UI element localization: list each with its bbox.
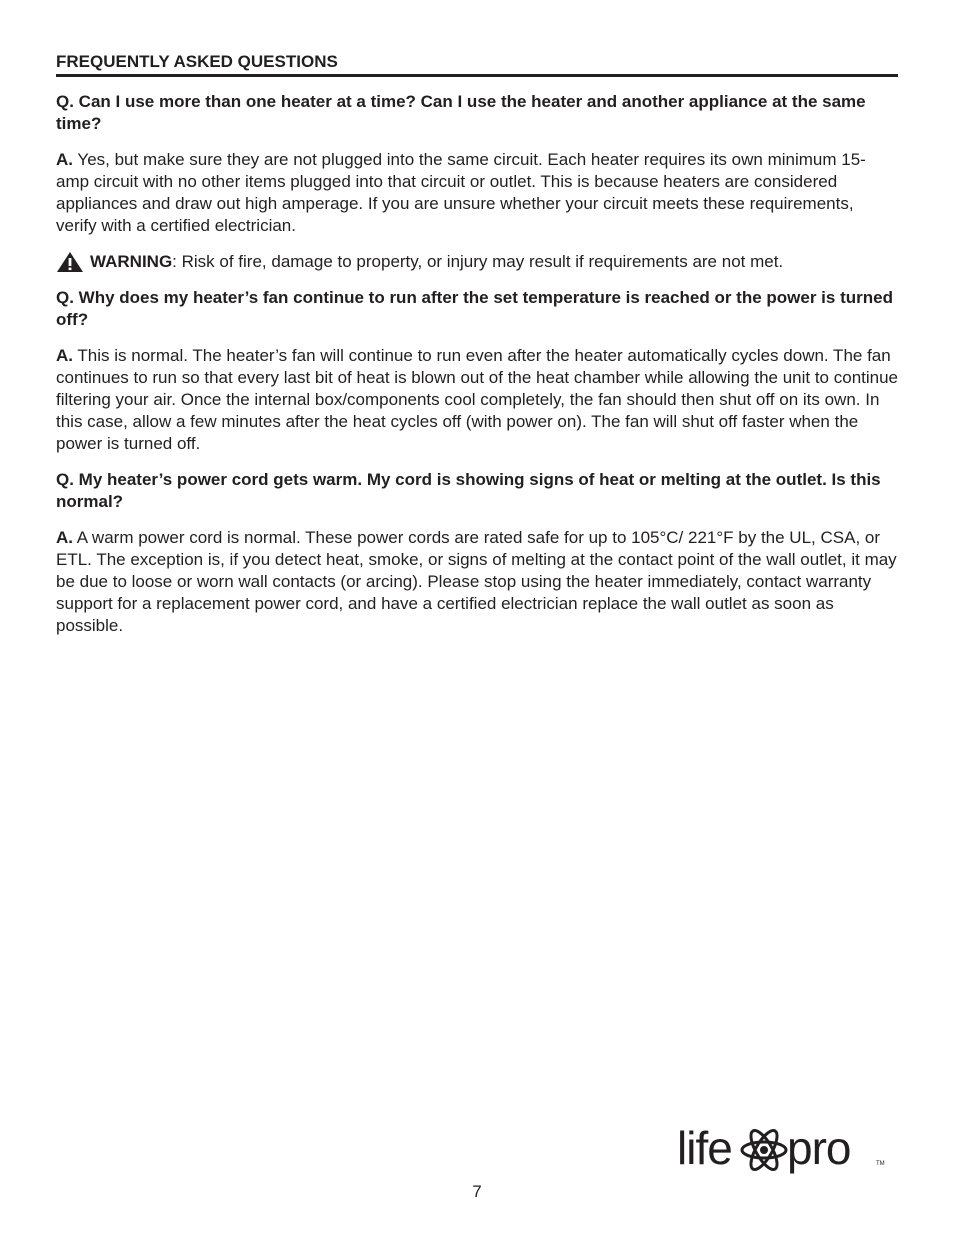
- answer-text: This is normal. The heater’s fan will continue to run even after the heater automatically cycles down. The fan continues to run so that every last bit of heat is blown out of the heat chamber while allowing the unit to continue filtering your air. Once the internal box/components cool completely, the fan should then shut off on its own. In this case, allow a few minutes after the heat cycles off (with power on). The fan will shut off faster when the power is turned off.: [56, 346, 899, 453]
- answer-text: A warm power cord is normal. These power cords are rated safe for up to 105°C/ 221°F by the UL, CSA, or ETL. The exception is, if you detect heat, smoke, or signs of melting at the contact point of the wall outlet, it may be due to loose or worn wall contacts (or arcing). Please stop using the heater immediately, contact warranty support for a replacement power cord, and have a certified electrician replace the wall outlet as soon as possible.: [56, 528, 897, 635]
- logo-text-life: life: [677, 1122, 732, 1174]
- faq-answer-3: [56, 527, 898, 637]
- section-heading: FREQUENTLY ASKED QUESTIONS: [56, 52, 898, 77]
- warning-notice: [56, 251, 898, 273]
- faq-question-3: Q. My heater’s power cord gets warm. My cord is showing signs of heat or melting at the outlet. Is this normal?: [56, 470, 881, 511]
- faq-question-1: Q. Can I use more than one heater at a time? Can I use the heater and another appliance at the same time?: [56, 92, 866, 133]
- lifepro-logo: [677, 1110, 887, 1182]
- faq-question-2: Q. Why does my heater’s fan continue to run after the set temperature is reached or the power is turned off?: [56, 288, 893, 329]
- logo-trademark: TM: [876, 1161, 885, 1167]
- answer-prefix: A.: [56, 528, 73, 547]
- warning-label: WARNING: [90, 252, 173, 271]
- faq-answer-2: [56, 345, 898, 455]
- answer-text: Yes, but make sure they are not plugged into the same circuit. Each heater requires its own minimum 15-amp circuit with no other items plugged into that circuit or outlet. This is because heaters are considered appliances and draw out high amperage. If you are unsure whether your circuit meets these requirements, verify with a certified electrician.: [56, 150, 866, 235]
- warning-triangle-icon: [56, 251, 84, 273]
- answer-prefix: A.: [56, 346, 73, 365]
- atom-icon: [742, 1127, 786, 1173]
- faq-answer-1: [56, 149, 898, 237]
- logo-text-pro: pro: [787, 1122, 851, 1174]
- warning-text: : Risk of fire, damage to property, or injury may result if requirements are not met.: [172, 252, 784, 271]
- page-number: 7: [472, 1182, 482, 1201]
- faq-page: [56, 52, 898, 651]
- answer-prefix: A.: [56, 150, 73, 169]
